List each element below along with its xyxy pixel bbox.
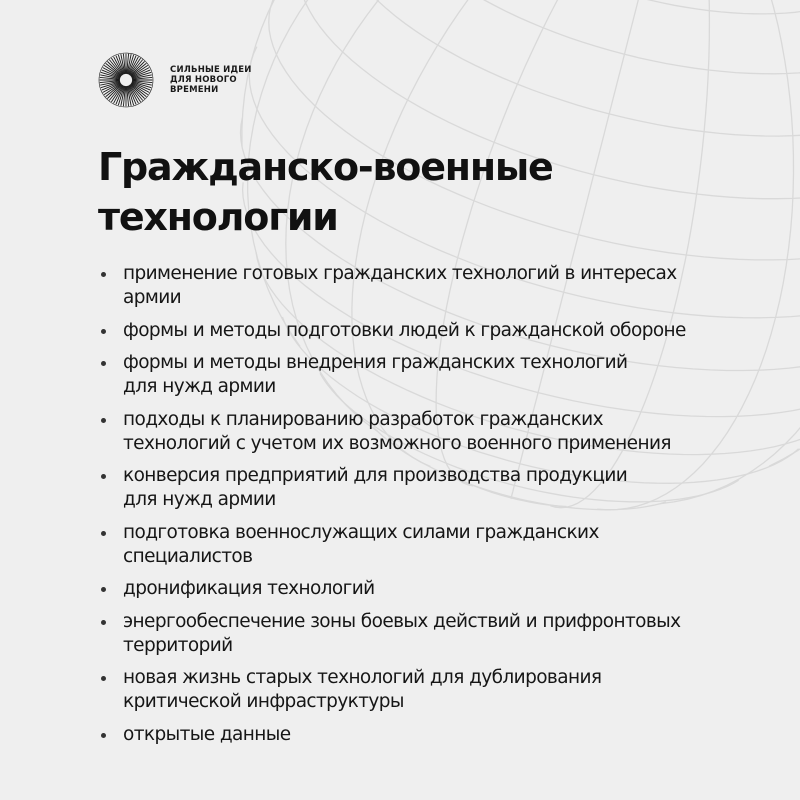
- globe-parallel-line: [337, 0, 800, 136]
- topic-list-item: [98, 666, 738, 714]
- topic-line-1: новая жизнь старых технологий для дублирования: [123, 667, 602, 688]
- topic-line-2: технологий с учетом их возможного военного применения: [123, 432, 671, 454]
- topic-list-item: [98, 319, 738, 343]
- brand-logo: [98, 52, 252, 108]
- globe-meridian-line: [242, 0, 681, 146]
- page-title-line-2: технологии: [98, 195, 338, 239]
- topic-line-1: формы и методы подготовки людей к гражданской обороне: [123, 319, 686, 341]
- globe-meridian-line: [681, 0, 800, 58]
- page-title: [98, 142, 718, 242]
- bullet-dot-icon: [101, 733, 106, 738]
- topic-line-2: территорий: [123, 634, 233, 656]
- topic-line-2: для нужд армии: [123, 376, 276, 397]
- topic-line-2: критической инфраструктуры: [123, 691, 404, 712]
- bullet-dot-icon: [101, 329, 106, 334]
- topic-line-1: открытые данные: [123, 723, 291, 745]
- bullet-dot-icon: [101, 587, 106, 592]
- topic-list-item: [98, 610, 738, 658]
- topic-list-item: [98, 723, 738, 747]
- topic-line-1: подходы к планированию разработок гражданских: [123, 408, 603, 430]
- bullet-dot-icon: [101, 676, 106, 681]
- brand-name-line-2: ДЛЯ НОВОГО: [170, 75, 237, 85]
- bullet-dot-icon: [101, 474, 106, 479]
- globe-parallel-line: [437, 0, 800, 14]
- bullet-dot-icon: [101, 620, 106, 625]
- bullet-dot-icon: [101, 361, 106, 366]
- topic-line-2: специалистов: [123, 545, 253, 567]
- topic-list: [98, 262, 738, 755]
- bullet-dot-icon: [101, 418, 106, 423]
- brand-name: [170, 65, 252, 95]
- topic-list-item: [98, 521, 738, 569]
- topic-line-2: армии: [123, 287, 182, 308]
- topic-list-item: [98, 351, 738, 399]
- bullet-dot-icon: [101, 272, 106, 277]
- topic-list-item: [98, 262, 738, 310]
- topic-list-item: [98, 408, 738, 456]
- topic-line-2: для нужд армии: [123, 489, 276, 510]
- brand-name-line-3: ВРЕМЕНИ: [170, 85, 219, 95]
- globe-parallel-line: [384, 0, 800, 74]
- topic-line-1: подготовка военнослужащих силами гражданских: [123, 521, 599, 543]
- topic-line-1: энергообеспечение зоны боевых действий и прифронтовых: [123, 610, 681, 632]
- page-title-line-1: Гражданско-военные: [98, 145, 553, 189]
- topic-list-item: [98, 577, 738, 601]
- brand-name-line-1: СИЛЬНЫЕ ИДЕИ: [170, 65, 252, 75]
- topic-list-item: [98, 464, 738, 512]
- bullet-dot-icon: [101, 531, 106, 536]
- topic-line-1: дронификация технологий: [123, 578, 375, 599]
- sunburst-logo-icon: [98, 52, 154, 108]
- topic-line-1: конверсия предприятий для производства продукции: [123, 465, 628, 486]
- topic-line-1: применение готовых гражданских технологий в интересах: [123, 263, 677, 284]
- topic-line-1: формы и методы внедрения гражданских технологий: [123, 352, 628, 373]
